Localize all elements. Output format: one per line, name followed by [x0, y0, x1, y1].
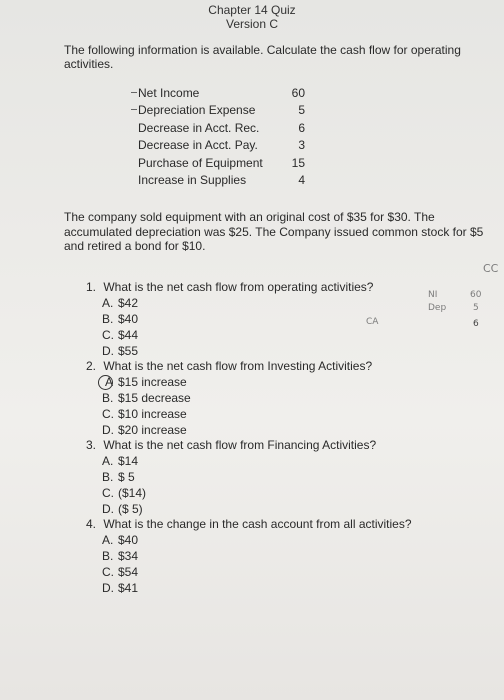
option-text: $ 5	[118, 470, 135, 484]
question-text	[86, 438, 412, 453]
intro-text	[64, 43, 504, 71]
question-list	[86, 280, 412, 596]
option-letter: A	[105, 375, 114, 389]
intro-line-1: The following information is available. Calculate the cash flow for operating	[64, 43, 461, 57]
option-letter: A.	[102, 533, 114, 547]
question-prompt: What is the net cash flow from Financing Activities?	[103, 438, 377, 452]
option-text: $14	[118, 454, 139, 468]
item-label: Depreciation Expense	[138, 103, 256, 118]
question-number: 3.	[86, 438, 97, 452]
answer-option[interactable]	[86, 564, 412, 580]
handwritten-dep: Dep	[428, 303, 447, 313]
option-letter: C.	[102, 565, 114, 579]
option-letter: D.	[102, 502, 114, 516]
question-prompt: What is the net cash flow from Investing Activities?	[103, 359, 373, 373]
quiz-title: Chapter 14 Quiz	[208, 3, 296, 17]
question-3	[86, 438, 412, 517]
handwritten-ni: NI	[428, 290, 438, 300]
option-letter: B.	[102, 549, 114, 563]
option-letter: B.	[102, 391, 114, 405]
question-prompt: What is the change in the cash account from all activities?	[103, 517, 412, 531]
question-1	[86, 280, 412, 359]
item-value: 4	[298, 172, 305, 187]
answer-option[interactable]	[86, 453, 412, 469]
answer-option[interactable]	[86, 327, 412, 343]
option-letter: C.	[102, 486, 114, 500]
item-label: Net Income	[138, 86, 200, 100]
paragraph-line-1: The company sold equipment with an original cost of $35 for $30. The	[64, 210, 435, 224]
question-text	[86, 280, 412, 295]
answer-option[interactable]	[86, 343, 412, 359]
answer-option[interactable]	[86, 548, 412, 564]
answer-option[interactable]	[86, 485, 412, 501]
answer-option[interactable]	[86, 390, 412, 406]
quiz-version: Version C	[225, 17, 279, 31]
option-letter: A.	[102, 454, 114, 468]
answer-option[interactable]	[86, 406, 412, 422]
item-label: Decrease in Acct. Pay.	[138, 138, 258, 153]
item-value: 6	[298, 120, 305, 135]
question-text	[86, 517, 412, 532]
answer-option[interactable]	[86, 311, 412, 327]
answer-option[interactable]	[86, 580, 412, 596]
handwritten-6: 6	[473, 319, 479, 329]
option-text: $41	[118, 581, 139, 595]
scenario-paragraph	[64, 210, 504, 254]
option-text: $42	[118, 296, 139, 310]
question-4	[86, 517, 412, 596]
item-label: Decrease in Acct. Rec.	[138, 120, 260, 135]
intro-line-2: activities.	[64, 57, 114, 71]
dash-mark	[131, 109, 137, 110]
option-letter: D.	[102, 423, 114, 437]
question-number: 1.	[86, 280, 97, 294]
option-text: $10 increase	[118, 407, 187, 421]
answer-option[interactable]	[86, 295, 412, 311]
answer-option[interactable]	[86, 501, 412, 517]
option-letter: A.	[102, 296, 114, 310]
option-letter: B.	[102, 470, 114, 484]
option-text: $40	[118, 312, 139, 326]
item-label: Increase in Supplies	[138, 172, 247, 187]
dash-mark	[131, 92, 137, 93]
option-letter: C.	[102, 328, 114, 342]
option-text: ($ 5)	[118, 502, 143, 516]
item-value: 3	[298, 138, 305, 153]
option-text: ($14)	[118, 486, 147, 500]
handwritten-ca: CA	[366, 317, 379, 327]
item-value: 15	[291, 155, 305, 170]
question-text	[86, 359, 412, 374]
item-label: Purchase of Equipment	[138, 155, 263, 170]
option-text: $44	[118, 328, 139, 342]
option-text: $15 decrease	[118, 391, 191, 405]
paragraph-line-2: accumulated depreciation was $25. The Company issued common stock for $5	[64, 224, 484, 239]
option-text: $40	[118, 533, 139, 547]
question-number: 4.	[86, 517, 97, 531]
handwritten-cc: CC	[483, 262, 499, 275]
option-text: $54	[118, 565, 139, 579]
option-letter: D.	[102, 581, 114, 595]
item-value: 60	[291, 86, 305, 100]
answer-option[interactable]	[86, 422, 412, 438]
option-letter: C.	[102, 407, 114, 421]
question-prompt: What is the net cash flow from operating activities?	[103, 280, 374, 294]
paragraph-line-3: and retired a bond for $10.	[64, 239, 206, 253]
option-text: $55	[118, 344, 139, 358]
option-letter: B.	[102, 312, 114, 326]
option-text: $34	[118, 549, 139, 563]
answer-option[interactable]	[86, 469, 412, 485]
answer-option-selected[interactable]	[86, 374, 412, 390]
question-number: 2.	[86, 359, 97, 373]
option-text: $20 increase	[118, 423, 187, 437]
handwritten-60: 60	[470, 290, 482, 300]
handwritten-5: 5	[473, 303, 479, 313]
option-text: $15 increase	[118, 375, 187, 389]
item-value: 5	[298, 103, 305, 118]
option-letter: D.	[102, 344, 114, 358]
circled-answer-mark	[98, 375, 113, 390]
answer-option[interactable]	[86, 532, 412, 548]
question-2	[86, 359, 412, 438]
